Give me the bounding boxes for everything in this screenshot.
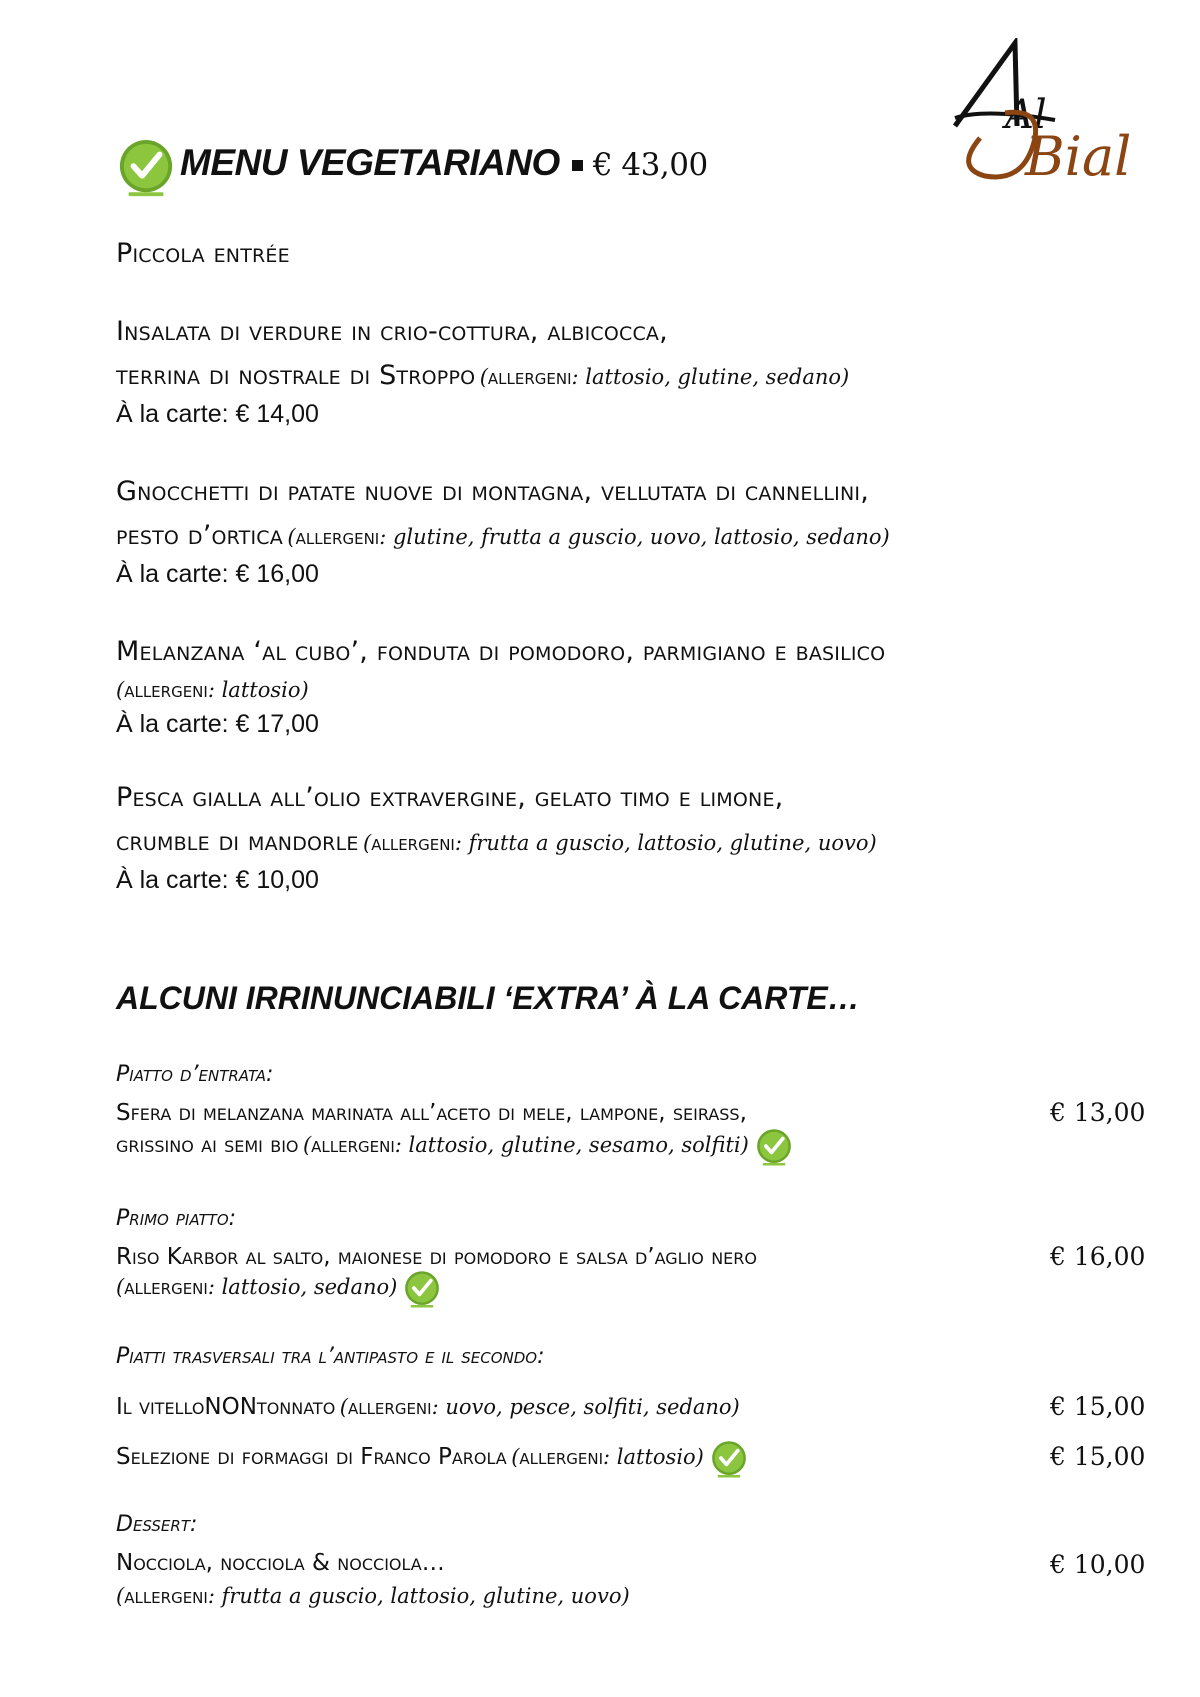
extra-3-price: € 15,00 [1050,1392,1146,1421]
course-3-line1: Melanzana ‘al cubo’, fonduta di pomodoro, parmigiano e basilico [116,636,886,667]
vegetarian-icon [117,138,175,200]
extra-5-allergens: (allergeni: frutta a guscio, lattosio, glutine, uovo) [116,1584,630,1608]
extra-4-line1: Selezione di formaggi di Franco Parola (allergeni: lattosio) [116,1440,748,1480]
course-2-allergens: (allergeni: glutine, frutta a guscio, uovo, lattosio, sedano) [287,525,890,549]
course-1-line2: terrina di nostrale di Stroppo (allergeni: lattosio, glutine, sedano) [116,360,850,391]
course-4-allergens: (allergeni: frutta a guscio, lattosio, glutine, uovo) [363,831,877,855]
course-2-price: À la carte: € 16,00 [116,560,319,588]
vegetarian-icon [710,1440,748,1480]
course-1-allergens: (allergeni: lattosio, glutine, sedano) [479,365,850,389]
extra-1-category: Piatto d’entrata: [116,1062,274,1087]
extra-4-allergens: (allergeni: lattosio) [511,1445,704,1470]
page-title: MENU VEGETARIANO € 43,00 [180,142,708,183]
logo-text-bial: Bial [1025,125,1132,188]
extra-2-category: Primo piatto: [116,1206,237,1231]
menu-price: € 43,00 [592,147,708,183]
extra-5-price: € 10,00 [1050,1550,1146,1579]
logo-text-al: Al [1005,92,1047,138]
extra-4-price: € 15,00 [1050,1442,1146,1471]
extra-2-price: € 16,00 [1050,1242,1146,1271]
restaurant-logo [945,38,1145,188]
extras-title: ALCUNI IRRINUNCIABILI ‘EXTRA’ À LA CARTE… [116,980,860,1016]
course-3-line2 [116,678,309,702]
course-3-allergens: (allergeni: lattosio) [116,678,309,702]
course-2-line2: pesto d’ortica (allergeni: glutine, frutta a guscio, uovo, lattosio, sedano) [116,520,890,551]
extra-3-category: Piatti trasversali tra l’antipasto e il secondo: [116,1344,545,1369]
extra-1-line1: Sfera di melanzana marinata all’aceto di mele, lampone, seirass, [116,1100,747,1126]
extra-3-allergens: (allergeni: uovo, pesce, solfiti, sedano) [339,1395,740,1419]
vegetarian-icon [403,1270,441,1310]
extra-5-line1: Nocciola, nocciola & nocciola… [116,1550,445,1576]
course-4-line2: crumble di mandorle (allergeni: frutta a guscio, lattosio, glutine, uovo) [116,826,877,857]
course-1-price: À la carte: € 14,00 [116,400,319,428]
extra-1-allergens: (allergeni: lattosio, glutine, sesamo, solfiti) [302,1133,749,1158]
extra-1-price: € 13,00 [1050,1098,1146,1127]
separator-square-icon [572,160,583,171]
extra-5-line2 [116,1584,630,1608]
entree: Piccola entrée [116,238,290,269]
course-1-line1: Insalata di verdure in crio-cottura, albicocca, [116,316,668,347]
course-4-line1: Pesca gialla all’olio extravergine, gelato timo e limone, [116,782,784,813]
extra-3-line1: Il vitelloNONtonnato (allergeni: uovo, pesce, solfiti, sedano) [116,1394,740,1420]
vegetarian-icon [755,1128,793,1168]
extra-2-line2 [116,1270,441,1310]
course-4-price: À la carte: € 10,00 [116,866,319,894]
extra-2-line1: Riso Karbor al salto, maionese di pomodoro e salsa d’aglio nero [116,1244,757,1270]
extra-2-allergens: (allergeni: lattosio, sedano) [116,1275,398,1300]
extra-1-line2: grissino ai semi bio (allergeni: lattosio, glutine, sesamo, solfiti) [116,1128,793,1168]
extra-5-category: Dessert: [116,1512,198,1537]
course-3-price: À la carte: € 17,00 [116,710,319,738]
course-2-line1: Gnocchetti di patate nuove di montagna, vellutata di cannellini, [116,476,869,507]
